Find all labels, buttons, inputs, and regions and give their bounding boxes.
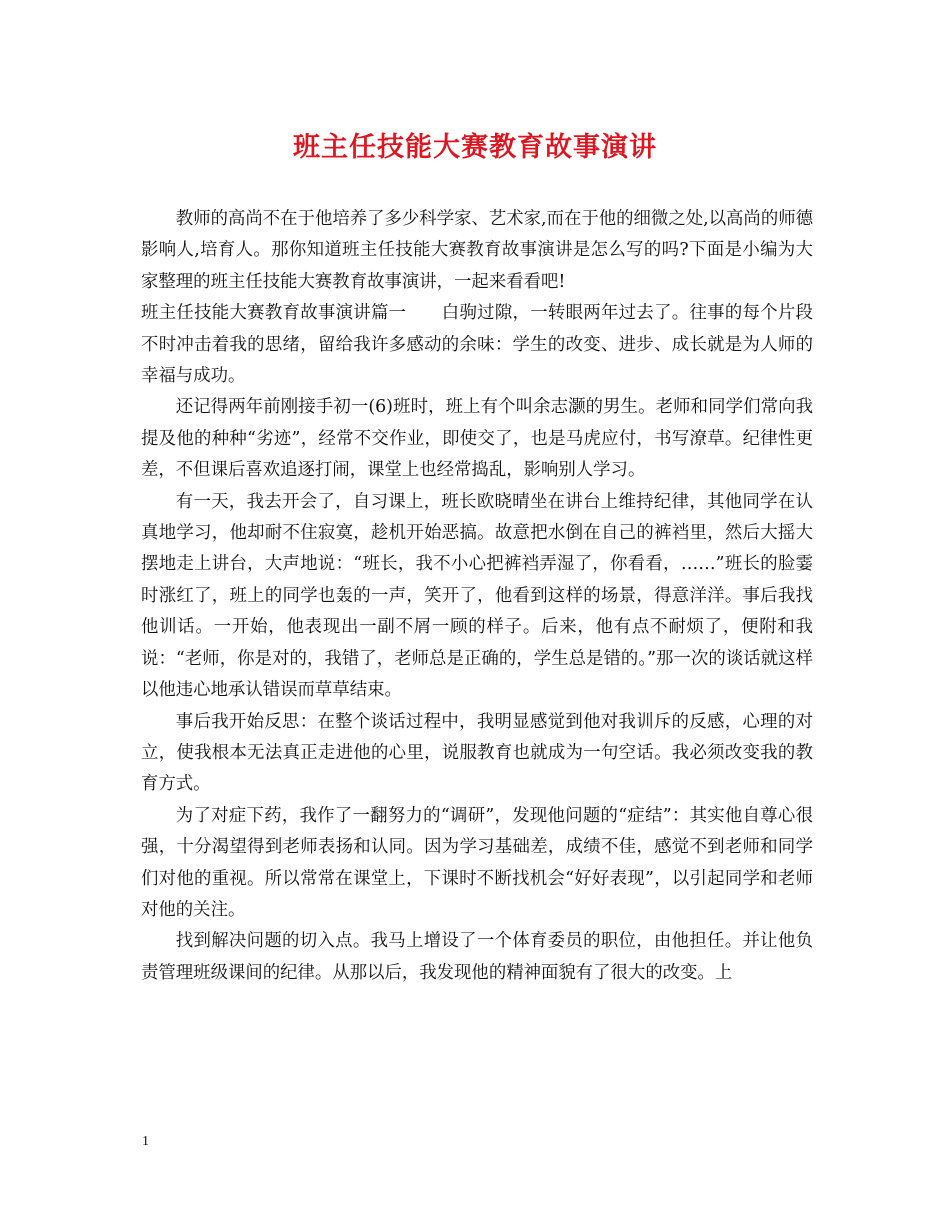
paragraph: 事后我开始反思：在整个谈话过程中，我明显感觉到他对我训斥的反感，心理的对立，使我根本无法真正走进他的心里，说服教育也就成为一句空话。我必须改变我的教育方式。 [141,711,813,795]
paragraph: 找到解决问题的切入点。我马上增设了一个体育委员的职位，由他担任。并让他负责管理班级课间的纪律。从那以后，我发现他的精神面貌有了很大的改变。上 [141,931,813,983]
paragraph: 有一天，我去开会了，自习课上，班长欧晓晴坐在讲台上维持纪律，其他同学在认真地学习，他却耐不住寂寞，趁机开始恶搞。故意把水倒在自己的裤裆里，然后大摇大摆地走上讲台，大声地说：“班长，我不小心把裤裆弄湿了，你看看，……”班长的脸霎时涨红了，班上的同学也轰的一声，笑开了，他看到这样的场景，得意洋洋。事后我找他训话。一开始，他表现出一副不屑一顾的样子。后来，他有点不耐烦了，便附和我说：“老师，你是对的，我错了，老师总是正确的，学生总是错的。”那一次的谈话就这样以他违心地承认错误而草草结束。 [141,491,813,701]
paragraph: 还记得两年前刚接手初一(6)班时，班上有个叫余志灏的男生。老师和同学们常向我提及他的种种“劣迹”，经常不交作业，即使交了，也是马虎应付，书写潦草。纪律性更差，不但课后喜欢追逐打闹，课堂上也经常捣乱，影响别人学习。 [141,397,813,481]
document-title: 班主任技能大赛教育故事演讲 [293,132,657,163]
paragraph-section-heading: 班主任技能大赛教育故事演讲篇一 白驹过隙，一转眼两年过去了。往事的每个片段不时冲击着我的思绪，留给我许多感动的余味：学生的改变、进步、成长就是为人师的幸福与成功。 [141,303,813,387]
page-number: 1 [142,1134,149,1149]
paragraph-intro: 教师的高尚不在于他培养了多少科学家、艺术家,而在于他的细微之处,以高尚的师德影响人,培育人。那你知道班主任技能大赛教育故事演讲是怎么写的吗?下面是小编为大家整理的班主任技能大赛教育故事演讲，一起来看看吧! [141,209,813,292]
paragraph: 为了对症下药，我作了一翻努力的“调研”，发现他问题的“症结”：其实他自尊心很强，十分渴望得到老师表扬和认同。因为学习基础差，成绩不佳，感觉不到老师和同学们对他的重视。所以常常在课堂上，下课时不断找机会“好好表现”，以引起同学和老师对他的关注。 [141,805,813,920]
document-body [141,204,813,989]
